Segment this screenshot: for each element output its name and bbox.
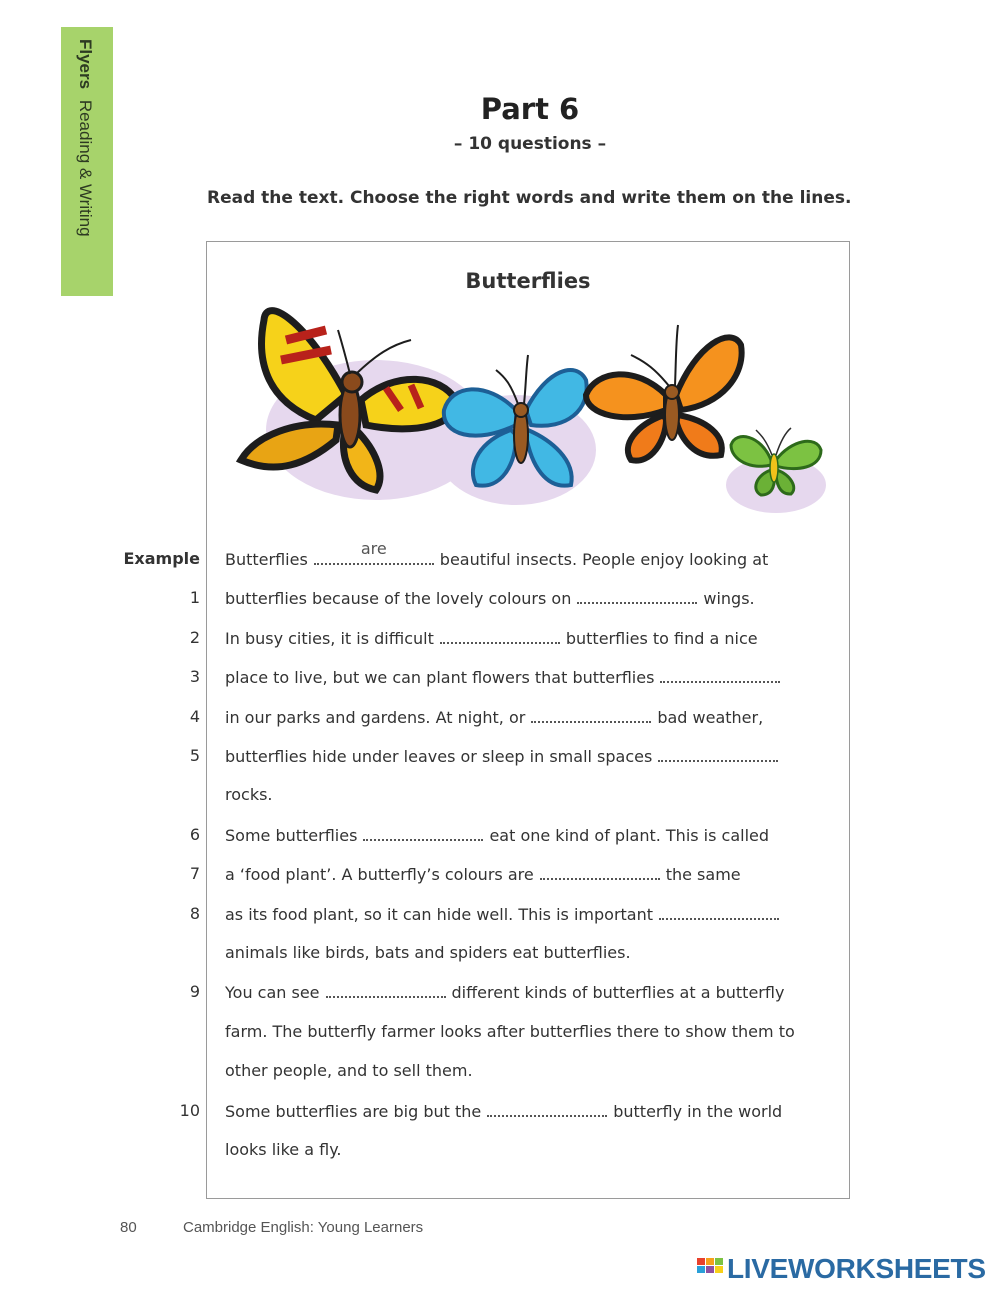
text-line: [225, 746, 784, 766]
line-text: Some butterflies: [225, 826, 358, 845]
brand-block: [697, 1258, 705, 1265]
brand-block: [706, 1258, 714, 1265]
question-number: 6: [189, 825, 200, 844]
line-text: the same: [665, 865, 741, 884]
question-number: 9: [189, 982, 200, 1001]
answer-blank[interactable]: [440, 628, 560, 644]
line-text: In busy cities, it is difficult: [225, 629, 434, 648]
line-text: Butterflies: [225, 550, 308, 569]
answer-blank[interactable]: [658, 746, 778, 762]
question-number: 7: [189, 864, 200, 883]
text-line: [225, 864, 741, 884]
line-text: animals like birds, bats and spiders eat butterflies.: [225, 943, 631, 962]
side-tab-section: Reading & Writing: [76, 99, 95, 237]
text-line: [225, 628, 758, 648]
line-text: wings.: [703, 589, 755, 608]
answer-blank[interactable]: [326, 982, 446, 998]
answer-blank[interactable]: [540, 864, 660, 880]
line-text: a ‘food plant’. A butterfly’s colours are: [225, 865, 534, 884]
text-line: [225, 1101, 782, 1121]
brand-block: [715, 1266, 723, 1273]
text-line: [225, 943, 631, 962]
answer-blank[interactable]: [363, 825, 483, 841]
text-line: [225, 785, 273, 804]
line-text: bad weather,: [657, 708, 764, 727]
answer-blank[interactable]: [314, 539, 434, 565]
question-number: 4: [189, 707, 200, 726]
text-line: [225, 1022, 795, 1041]
side-tab: [61, 27, 113, 296]
answer-blank[interactable]: [487, 1101, 607, 1117]
book-title: Cambridge English: Young Learners: [183, 1219, 424, 1236]
text-line: [225, 1140, 341, 1159]
line-text: beautiful insects. People enjoy looking at: [439, 550, 769, 569]
line-text: butterflies hide under leaves or sleep in small spaces: [225, 747, 653, 766]
line-text: as its food plant, so it can hide well. This is important: [225, 905, 654, 924]
text-line: [225, 707, 763, 727]
line-text: Some butterflies are big but the: [225, 1102, 482, 1121]
instructions: Read the text. Choose the right words and write them on the lines.: [207, 188, 852, 208]
line-text: eat one kind of plant. This is called: [489, 826, 770, 845]
text-line: [225, 825, 769, 845]
question-number: 10: [179, 1101, 200, 1120]
text-line: [225, 588, 755, 608]
text-line: [225, 1061, 473, 1080]
line-text: place to live, but we can plant flowers that butterflies: [225, 668, 655, 687]
answer-blank[interactable]: [577, 588, 697, 604]
page-title: Part 6: [480, 92, 580, 126]
line-text: rocks.: [225, 785, 273, 804]
butterflies-illustration: [226, 300, 832, 530]
answer-blank[interactable]: [531, 707, 651, 723]
question-number: 5: [189, 746, 200, 765]
panel-title: Butterflies: [465, 269, 591, 293]
line-text: butterflies because of the lovely colours on: [225, 589, 572, 608]
line-text: farm. The butterfly farmer looks after butterflies there to show them to: [225, 1022, 795, 1041]
line-text: other people, and to sell them.: [225, 1061, 473, 1080]
brand-block: [706, 1266, 714, 1273]
text-line: [225, 539, 769, 569]
line-text: in our parks and gardens. At night, or: [225, 708, 526, 727]
brand-block: [697, 1266, 705, 1273]
question-number: 3: [189, 667, 200, 686]
answer-blank[interactable]: [659, 904, 779, 920]
answer-blank[interactable]: [660, 667, 780, 683]
text-line: [225, 667, 786, 687]
brand-name: LIVEWORKSHEETS: [727, 1253, 986, 1284]
example-label: Example: [123, 549, 200, 568]
orange-butterfly: [586, 325, 742, 461]
line-text: different kinds of butterflies at a butterfly: [451, 983, 785, 1002]
page-subtitle: – 10 questions –: [453, 134, 607, 154]
line-text: butterfly in the world: [613, 1102, 783, 1121]
page-number: 80: [120, 1219, 137, 1236]
line-text: You can see: [225, 983, 320, 1002]
question-number: 1: [189, 588, 200, 607]
line-text: butterflies to find a nice: [565, 629, 758, 648]
text-line: [225, 904, 785, 924]
answer-text: are: [360, 539, 387, 558]
text-line: [225, 982, 784, 1002]
line-text: looks like a fly.: [225, 1140, 342, 1159]
question-number: 8: [189, 904, 200, 923]
brand-blocks-icon: [697, 1258, 723, 1280]
brand-logo: [697, 1253, 993, 1285]
side-tab-level: Flyers: [76, 39, 95, 90]
question-number: 2: [189, 628, 200, 647]
brand-block: [715, 1258, 723, 1265]
